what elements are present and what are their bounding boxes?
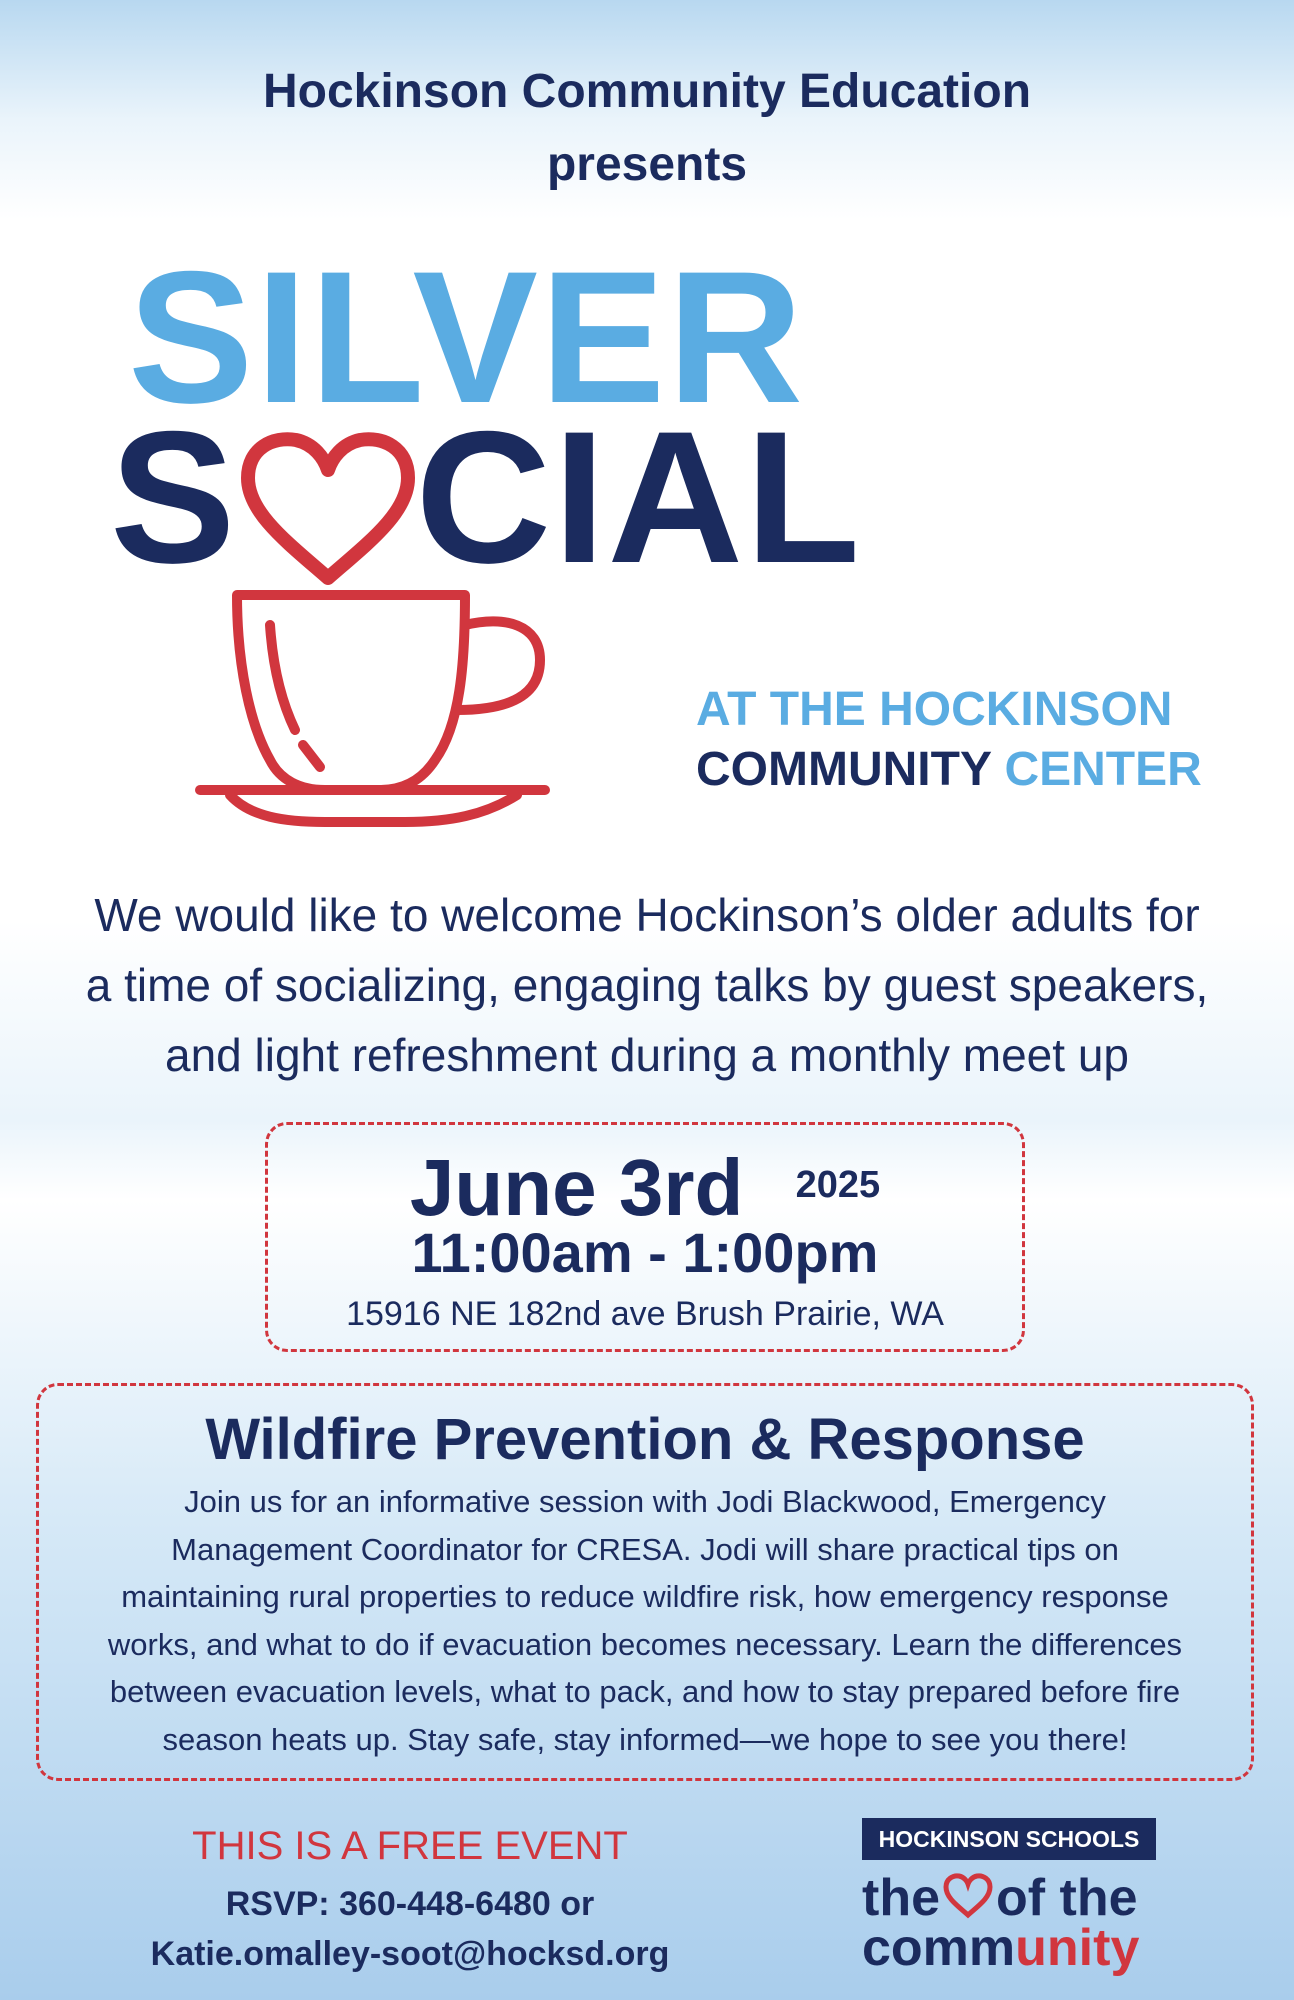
logo-tagline-line1 xyxy=(862,1869,1138,1927)
session-line: season heats up. Stay safe, stay informed—we hope to see you there! xyxy=(162,1721,1128,1757)
event-date-row xyxy=(265,1140,1025,1233)
logo-of-the: of the xyxy=(996,1869,1138,1927)
rsvp-phone: RSVP: 360-448-6480 or xyxy=(225,1885,595,1923)
session-line: Join us for an informative session with Jodi Blackwood, Emergency xyxy=(184,1484,1106,1519)
logo-the: the xyxy=(862,1869,940,1927)
title-social xyxy=(110,392,863,602)
logo-tagline-line2 xyxy=(862,1919,1140,1977)
coffee-cup-icon xyxy=(195,585,555,830)
logo-comm: comm xyxy=(862,1919,1016,1977)
presents-line: presents xyxy=(546,138,748,191)
event-date: June 3rd xyxy=(409,1143,744,1232)
session-title: Wildfire Prevention & Response xyxy=(205,1407,1085,1472)
presenter-line: Hockinson Community Education xyxy=(262,65,1032,118)
session-line: between evacuation levels, what to pack, and how to stay prepared before fire xyxy=(109,1674,1181,1709)
session-line: maintaining rural properties to reduce wildfire risk, how emergency response xyxy=(121,1579,1169,1614)
location-community: COMMUNITY xyxy=(696,743,992,796)
event-year: 2025 xyxy=(795,1164,881,1206)
logo-unity: unity xyxy=(1015,1919,1140,1977)
title-silver: SILVER xyxy=(128,232,806,442)
welcome-line: a time of socializing, engaging talks by guest speakers, xyxy=(85,959,1209,1011)
welcome-text xyxy=(0,880,1294,1090)
session-description xyxy=(50,1478,1240,1763)
free-event-label: THIS IS A FREE EVENT xyxy=(192,1824,628,1868)
rsvp-email[interactable]: Katie.omalley-soot@hocksd.org xyxy=(150,1935,670,1973)
location-line2 xyxy=(696,740,1202,800)
welcome-line: and light refreshment during a monthly meet up xyxy=(165,1029,1129,1081)
location-line1: AT THE HOCKINSON xyxy=(696,683,1173,736)
welcome-line: We would like to welcome Hockinson’s older adults for xyxy=(94,889,1200,941)
event-time: 11:00am - 1:00pm xyxy=(411,1221,879,1284)
title-social-end: CIAL xyxy=(415,392,863,602)
heart-icon xyxy=(228,428,428,588)
session-line: Management Coordinator for CRESA. Jodi will share practical tips on xyxy=(171,1531,1119,1567)
title-social-s: S xyxy=(110,392,238,602)
session-line: works, and what to do if evacuation becomes necessary. Learn the differences xyxy=(107,1626,1183,1662)
event-address: 15916 NE 182nd ave Brush Prairie, WA xyxy=(346,1295,944,1333)
logo-heart-icon xyxy=(942,1873,994,1919)
logo-badge: HOCKINSON SCHOOLS xyxy=(862,1818,1156,1860)
location-center: CENTER xyxy=(1004,743,1202,796)
